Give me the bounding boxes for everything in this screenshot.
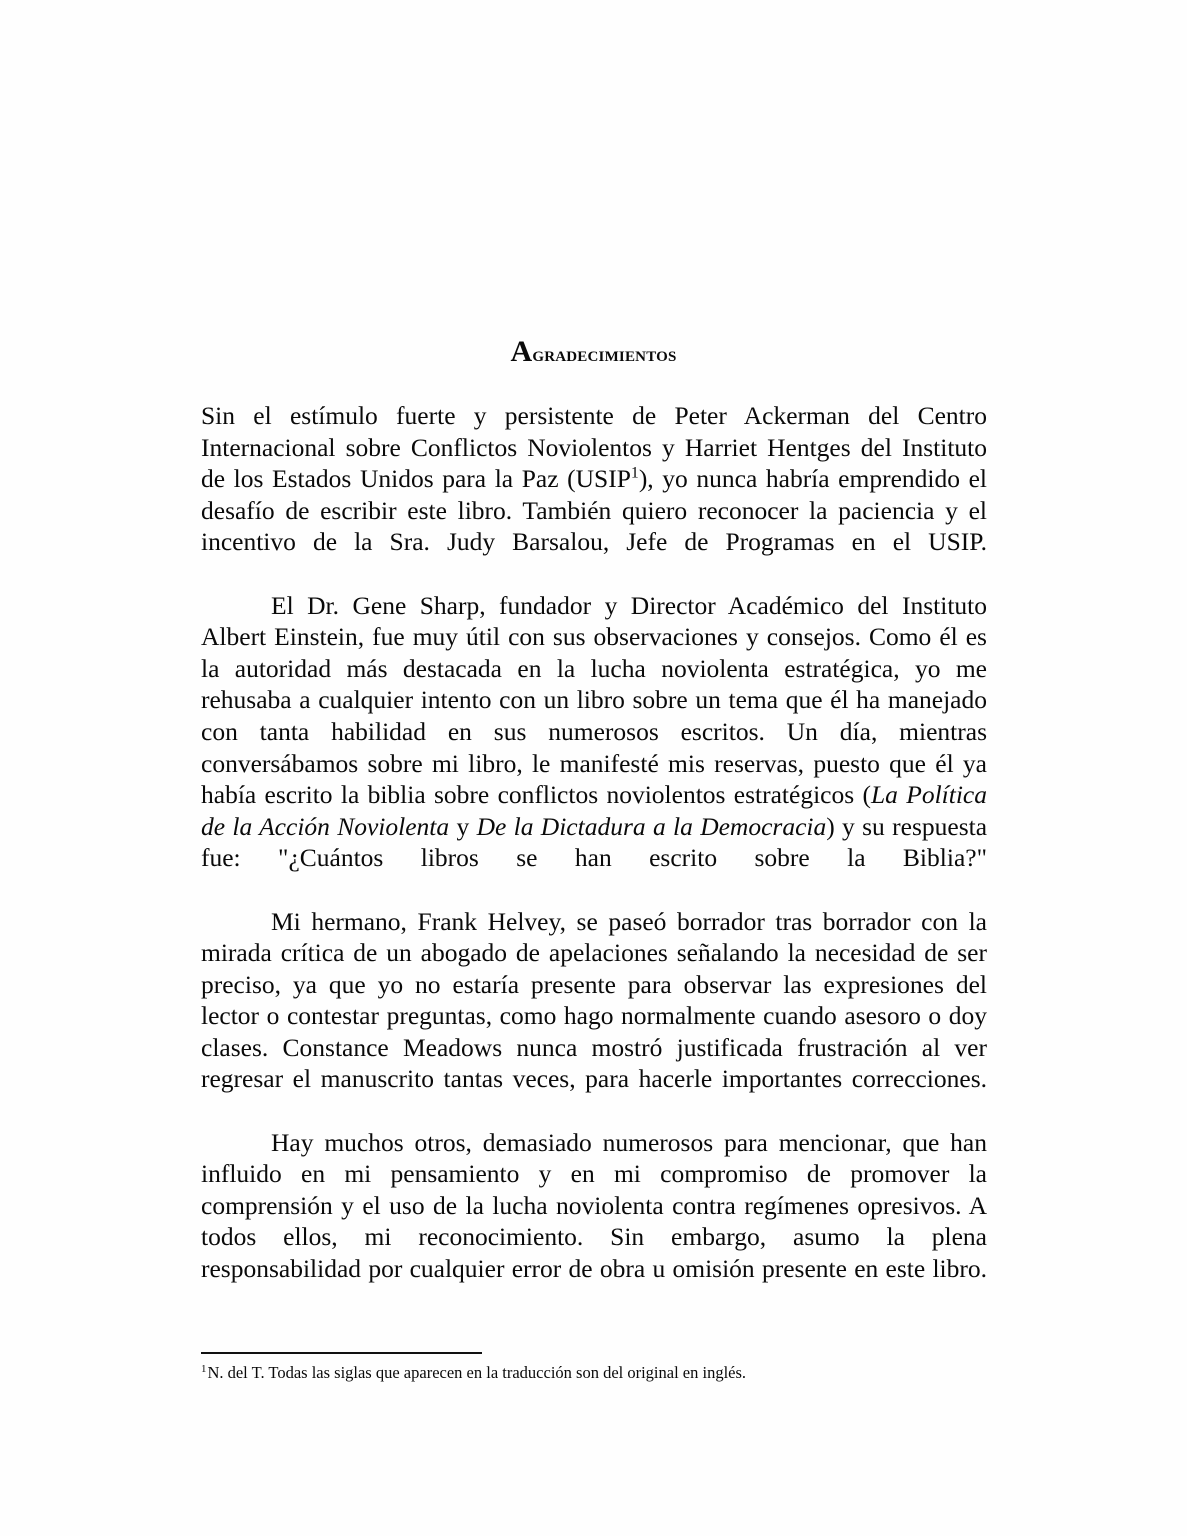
paragraph-1 (201, 400, 987, 590)
page-title-rest: gradecimientos (532, 340, 677, 366)
footnote-text: N. del T. Todas las siglas que aparecen en la traducción son del original en inglés. (207, 1363, 747, 1382)
paragraph-3: Mi hermano, Frank Helvey, se paseó borrador tras borrador con la mirada crítica de un abogado de apelaciones señalando la necesidad de ser preciso, ya que yo no estaría presente para observar las expresiones del lector o contestar preguntas, como hago normalmente cuando asesoro o doy clases. Constance Meadows nunca mostró justificada frustración al ver regresar el manuscrito tantas veces, para hacerle importantes correcciones. (201, 906, 987, 1094)
paragraph-2-text-a: El Dr. Gene Sharp, fundador y Director Académico del Instituto Albert Einstein, fue muy útil con sus observaciones y consejos. Como él es la autoridad más destacada en la lucha noviolenta estratégica, yo me rehusaba a cualquier intento con un libro sobre un tema que él ha manejado con tanta habilidad en sus numerosos escritos. Un día, mientras conversábamos sobre mi libro, le manifesté mis reservas, puesto que él ya había escrito la biblia sobre conflictos noviolentos estratégicos ( (201, 590, 987, 810)
footnote-reference-1[interactable]: 1 (630, 464, 639, 482)
book-title-la-politica: La Política de la Acción Noviolenta (201, 780, 988, 841)
footnote-number: 1 (201, 1362, 207, 1375)
paragraph-4: Hay muchos otros, demasiado numerosos para mencionar, que han influido en mi pensamiento y en mi compromiso de promover la comprensión y el uso de la lucha noviolenta contra regímenes opresivos. A todos ellos, mi reconocimiento. Sin embargo, asumo la plena responsabilidad por cualquier error de obra u omisión presente en este libro. (201, 1127, 987, 1284)
paragraph-1-text-b: ), yo nunca habría emprendido el desafío de escribir este libro. También quiero reconocer la paciencia y el incentivo de la Sra. Judy Barsalou, Jefe de Programas en el USIP. (201, 464, 987, 557)
book-title-de-la-dictadura: De la Dictadura a la Democracia (476, 811, 827, 841)
paragraph-1-text-a: Sin el estímulo fuerte y persistente de Peter Ackerman del Centro Internacional sobre Conflictos Noviolentos y Harriet Hentges del Instituto de los Estados Unidos para la Paz (USIP (201, 401, 987, 494)
body-text-block (201, 400, 987, 1316)
footnote-area (201, 1352, 987, 1383)
footnote-separator-rule (201, 1352, 482, 1354)
paragraph-2 (201, 590, 987, 906)
paragraph-2-conjunction: y (449, 811, 477, 841)
page-title (201, 334, 986, 369)
paragraph-2-text-b: ) y su respuesta fue: "¿Cuántos libros se han escrito sobre la Biblia?" (201, 811, 988, 873)
page-title-initial: A (510, 334, 533, 368)
footnote-1 (201, 1363, 987, 1383)
